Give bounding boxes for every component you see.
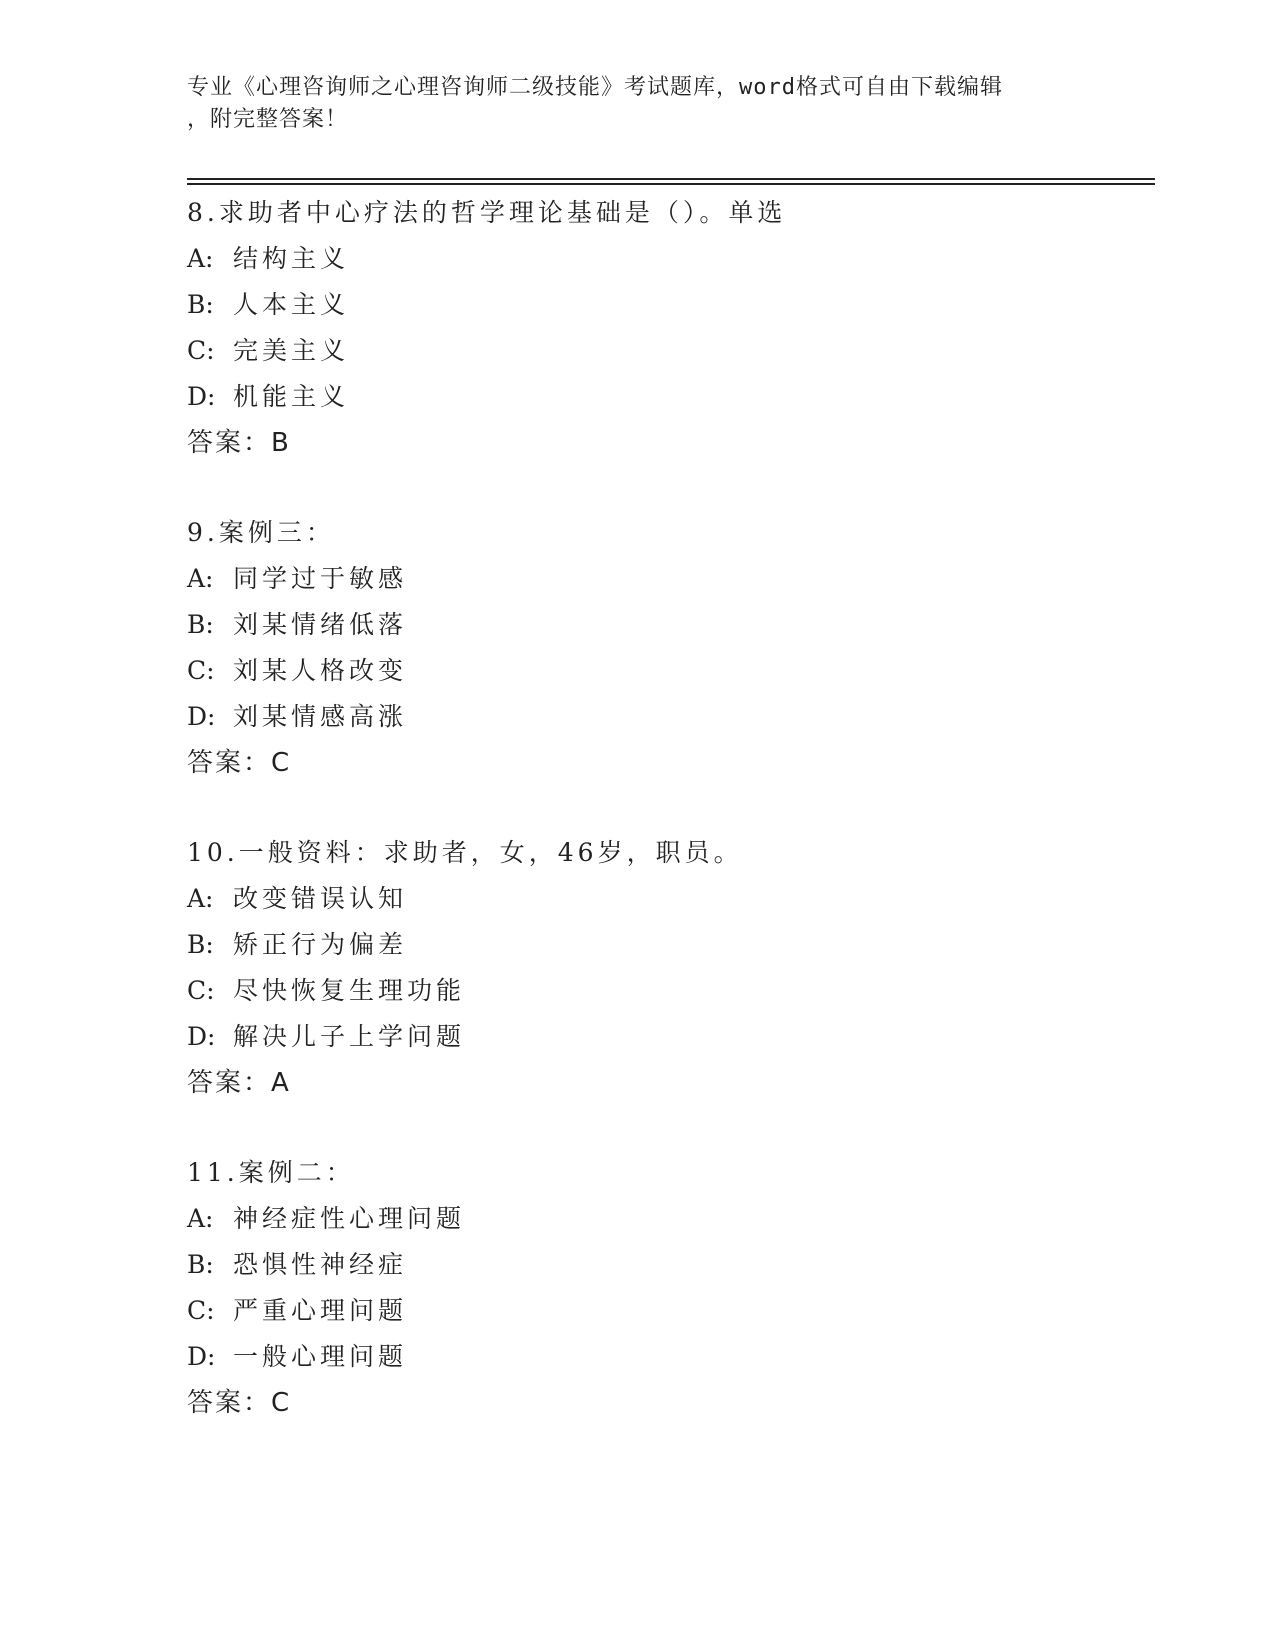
option-text: 结构主义 xyxy=(233,244,350,273)
option-b xyxy=(187,602,1147,648)
option-b xyxy=(187,1242,1147,1288)
option-text: 刘某情绪低落 xyxy=(233,610,408,639)
option-a xyxy=(187,876,1147,922)
document-header xyxy=(187,72,1087,136)
option-text: 一般心理问题 xyxy=(233,1342,408,1371)
option-text: 改变错误认知 xyxy=(233,884,408,913)
question-10 xyxy=(187,830,1147,1106)
question-11 xyxy=(187,1150,1147,1426)
answer-line: 答案：A xyxy=(187,1068,291,1098)
question-9 xyxy=(187,510,1147,786)
option-text: 机能主义 xyxy=(233,382,350,411)
option-text: 刘某情感高涨 xyxy=(233,702,408,731)
answer-line: 答案：C xyxy=(187,1388,292,1418)
option-a xyxy=(187,556,1147,602)
question-stem: 11.案例二： xyxy=(187,1158,355,1187)
option-d xyxy=(187,694,1147,740)
option-text: 解决儿子上学问题 xyxy=(233,1022,466,1051)
option-text: 严重心理问题 xyxy=(233,1296,408,1325)
option-d xyxy=(187,1334,1147,1380)
option-c xyxy=(187,1288,1147,1334)
option-c xyxy=(187,328,1147,374)
option-text: 刘某人格改变 xyxy=(233,656,408,685)
option-a xyxy=(187,1196,1147,1242)
header-line-1: 专业《心理咨询师之心理咨询师二级技能》考试题库，word格式可自由下载编辑 xyxy=(187,75,1003,100)
option-b xyxy=(187,922,1147,968)
option-letter: D: xyxy=(187,1342,216,1371)
option-letter: C: xyxy=(187,976,215,1005)
option-d xyxy=(187,374,1147,420)
answer-line: 答案：C xyxy=(187,748,292,778)
option-a xyxy=(187,236,1147,282)
question-stem: 9.案例三： xyxy=(187,518,335,547)
option-letter: C: xyxy=(187,656,215,685)
option-letter: A: xyxy=(187,244,214,273)
question-8 xyxy=(187,190,1147,466)
option-letter: D: xyxy=(187,1022,216,1051)
question-stem: 8.求助者中心疗法的哲学理论基础是（）。单选 xyxy=(187,198,787,227)
option-text: 完美主义 xyxy=(233,336,350,365)
option-letter: C: xyxy=(187,1296,215,1325)
option-letter: B: xyxy=(187,1250,214,1279)
question-list xyxy=(187,190,1147,1470)
header-divider-top xyxy=(187,178,1155,180)
option-letter: C: xyxy=(187,336,215,365)
option-text: 人本主义 xyxy=(233,290,350,319)
option-text: 恐惧性神经症 xyxy=(233,1250,408,1279)
option-letter: A: xyxy=(187,564,214,593)
header-line-2: ，附完整答案！ xyxy=(187,107,349,132)
option-text: 同学过于敏感 xyxy=(233,564,408,593)
option-text: 尽快恢复生理功能 xyxy=(233,976,466,1005)
option-text: 神经症性心理问题 xyxy=(233,1204,466,1233)
option-letter: B: xyxy=(187,930,214,959)
option-letter: A: xyxy=(187,1204,214,1233)
question-stem: 10.一般资料：求助者，女，46岁，职员。 xyxy=(187,838,743,867)
option-letter: D: xyxy=(187,382,216,411)
option-text: 矫正行为偏差 xyxy=(233,930,408,959)
option-letter: D: xyxy=(187,702,216,731)
option-c xyxy=(187,968,1147,1014)
header-divider-bottom xyxy=(187,183,1155,185)
option-letter: A: xyxy=(187,884,214,913)
option-letter: B: xyxy=(187,290,214,319)
option-letter: B: xyxy=(187,610,214,639)
option-c xyxy=(187,648,1147,694)
answer-line: 答案：B xyxy=(187,428,291,458)
option-b xyxy=(187,282,1147,328)
option-d xyxy=(187,1014,1147,1060)
